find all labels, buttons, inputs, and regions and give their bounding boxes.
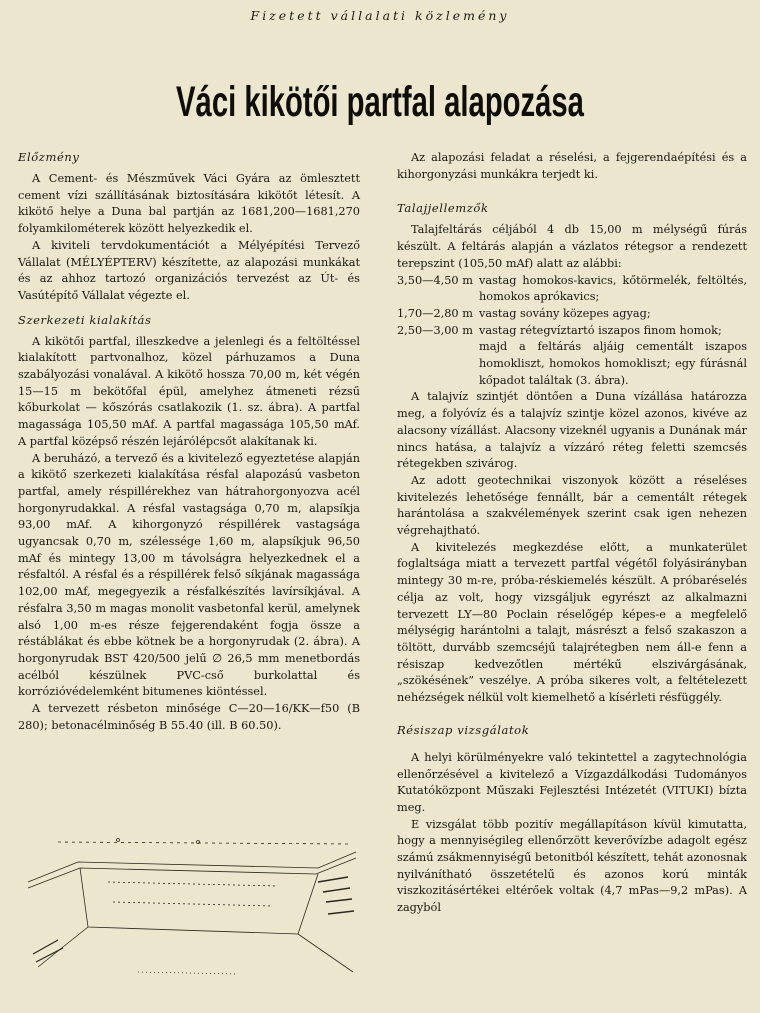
stratum-depth: 1,70—2,80 m (397, 306, 473, 320)
right-column (397, 150, 747, 917)
paragraph: Az alapozási feladat a réselési, a fejgerendaépítési és a kihorgonyzási munkákra terjedt ki. (397, 151, 747, 181)
article-title: Váci kikötői partfal alapozása (176, 78, 584, 126)
paragraph: A helyi körülményekre való tekintettel a zagytechnológia ellenőrzésével a kivitelező a Vízgazdálkodási Tudományos Kutatóközpont Műszaki Fejlesztési Intézetét (VITUKI) bízta meg. (397, 750, 747, 814)
stratum-depth: 2,50—3,00 m (397, 323, 473, 337)
stratum-depth: 3,50—4,50 m (397, 273, 473, 287)
paragraph: A kiviteli tervdokumentációt a Mélyépítési Tervező Vállalat (MÉLYÉPTERV) készítette, az alapozási munkákat és az ahhoz tartozó organizációs tervezést az Út- és Vasútépítő Vállalat végezte el. (18, 238, 360, 302)
section-title-resiszap: Résiszap vizsgálatok (397, 722, 530, 737)
publication-header: Fizetett vállalati közlemény (250, 8, 510, 23)
paragraph: E vizsgálat több pozitív megállapításon kívül kimutatta, hogy a mennyiségileg ellenőrzött keverővízbe adagolt egész számú zsákmennyiségű betonitból készített, tehát azonosnak nyilvánítható összetételű és azonos korú minták viszkozitásértékei eltérőek voltak (4,7 mPas—9,2 mPas). A zagyból (397, 817, 747, 915)
stratum-row (397, 306, 747, 323)
section-title-talajjellemzok: Talajjellemzők (397, 201, 489, 216)
site-plan-figure (18, 822, 360, 1007)
paragraph: A kikötői partfal, illeszkedve a jelenlegi és a feltöltéssel kialakított partvonalhoz, közel párhuzamos a Duna szabályozási vonalával. A kikötő hossza 70,00 m, két végén 15—15 m bekötőfal épül, amelyhez átmeneti rézsű kőburkolat — kőszórás csatlakozik (1. sz. ábra). A partfal magassága 105,50 mAf. A partfal magassága 105,50 mAf. A partfal középső részén lejárólépcsőt alakítanak ki. (18, 334, 360, 448)
stratum-desc: vastag sovány közepes agyag; (479, 306, 651, 320)
section-title-szerkezeti: Szerkezeti kialakítás (18, 312, 152, 327)
paragraph: A beruházó, a tervező és a kivitelező egyeztetése alapján a kikötő szerkezeti kialakítása résfal alapozású vasbeton partfal, amely réspillérekhez van hátrahorgonyozva acél horgonyrudakkal. A résfal vastagsága 0,70 m, alapsíkja 93,00 mAf. A kihorgonyzó réspillérek vastagsága ugyancsak 0,70 m, szélessége 1,60 m, alapsíkjuk 96,50 mAf és mintegy 13,00 m távolságra helyezkednek el a résfaltól. A résfal és a réspillérek felső síkjának magassága 102,00 mAf, megegyezik a résfalkészítés lavírsíkjával. A résfalra 3,50 m magas monolit vasbetonfal kerül, amelynek alsó 1,00 m-es része fejgerendaként fogja össze a réstáblákat és ebbe kötnek be a horgonyrudak (2. ábra). A horgonyrudak BST 420/500 jelű ∅ 26,5 mm menetbordás acélból készülnek PVC-cső burkolattal és korrózióvédelemként bitumenes kiöntéssel. (18, 451, 360, 699)
section-title-elozmeny: Előzmény (18, 150, 80, 164)
site-plan-drawing (18, 822, 360, 1007)
paragraph: Az adott geotechnikai viszonyok között a réseléses kivitelezés lehetősége fennállt, bár a cementált rétegek harántolása a szakvélemények szerint csak igen nehezen végrehajtható. (397, 473, 747, 538)
paragraph: A talajvíz szintjét döntően a Duna vízállása határozza meg, a folyóvíz és a talajvíz szintje közel azonos, kivéve az alacsony vízállást. Alacsony vizeknél ugyanis a Dunának már nincs hatása, a talajvíz a vízzáró réteg feletti szemcsés rétegekben szivárog. (397, 390, 747, 471)
stratum-row (397, 323, 747, 340)
stratum-desc: vastag rétegvíztartó iszapos finom homok; (479, 323, 722, 337)
left-column (18, 150, 360, 735)
paragraph: Talajfeltárás céljából 4 db 15,00 m mélységű fúrás készült. A feltárás alapján a vázlatos rétegsor a rendezett terepszint (105,50 mAf) alatt az alábbi: (397, 223, 747, 270)
soil-strata-list (397, 273, 747, 390)
stratum-row (397, 273, 747, 306)
stratum-continuation: majd a feltárás aljáig cementált iszapos homokliszt, homokos homokliszt; egy fúrásnál kőpadot találtak (3. ábra). (479, 340, 747, 387)
paragraph: A kivitelezés megkezdése előtt, a munkaterület foglaltsága miatt a tervezett partfal végétől folyásirányban mintegy 30 m-re, próba-réskiemelés készült. A próbaréselés célja az volt, hogy vizsgáljuk egyrészt az alkalmazni tervezett LY—80 Poclain réselőgép képes-e a megfelelő mélységig harántolni a talajt, másrészt a felső szakaszon a töltött, durvább szemcséjű talajrétegben nem áll-e fenn a résiszap kedvezőtlen mértékű elszivárgásának, „szökésének” veszélye. A próba sikeres volt, a feltételezett nehézségek nélkül volt kiemelhető a kísérleti résfüggély. (397, 540, 747, 705)
paragraph: A Cement- és Mészművek Váci Gyára az ömlesztett cement vízi szállításának biztosítására kikötőt létesít. A kikötő helye a Duna bal partján az 1681,200—1681,270 folyamkilométerek között helyezkedik el. (18, 172, 360, 236)
stratum-desc: vastag homokos-kavics, kőtörmelék, feltöltés, homokos aprókavics; (479, 273, 747, 304)
paragraph: A tervezett résbeton minősége C—20—16/KK—f50 (B 280); betonacélminőség B 55.40 (ill. B 60.50). (18, 702, 360, 732)
